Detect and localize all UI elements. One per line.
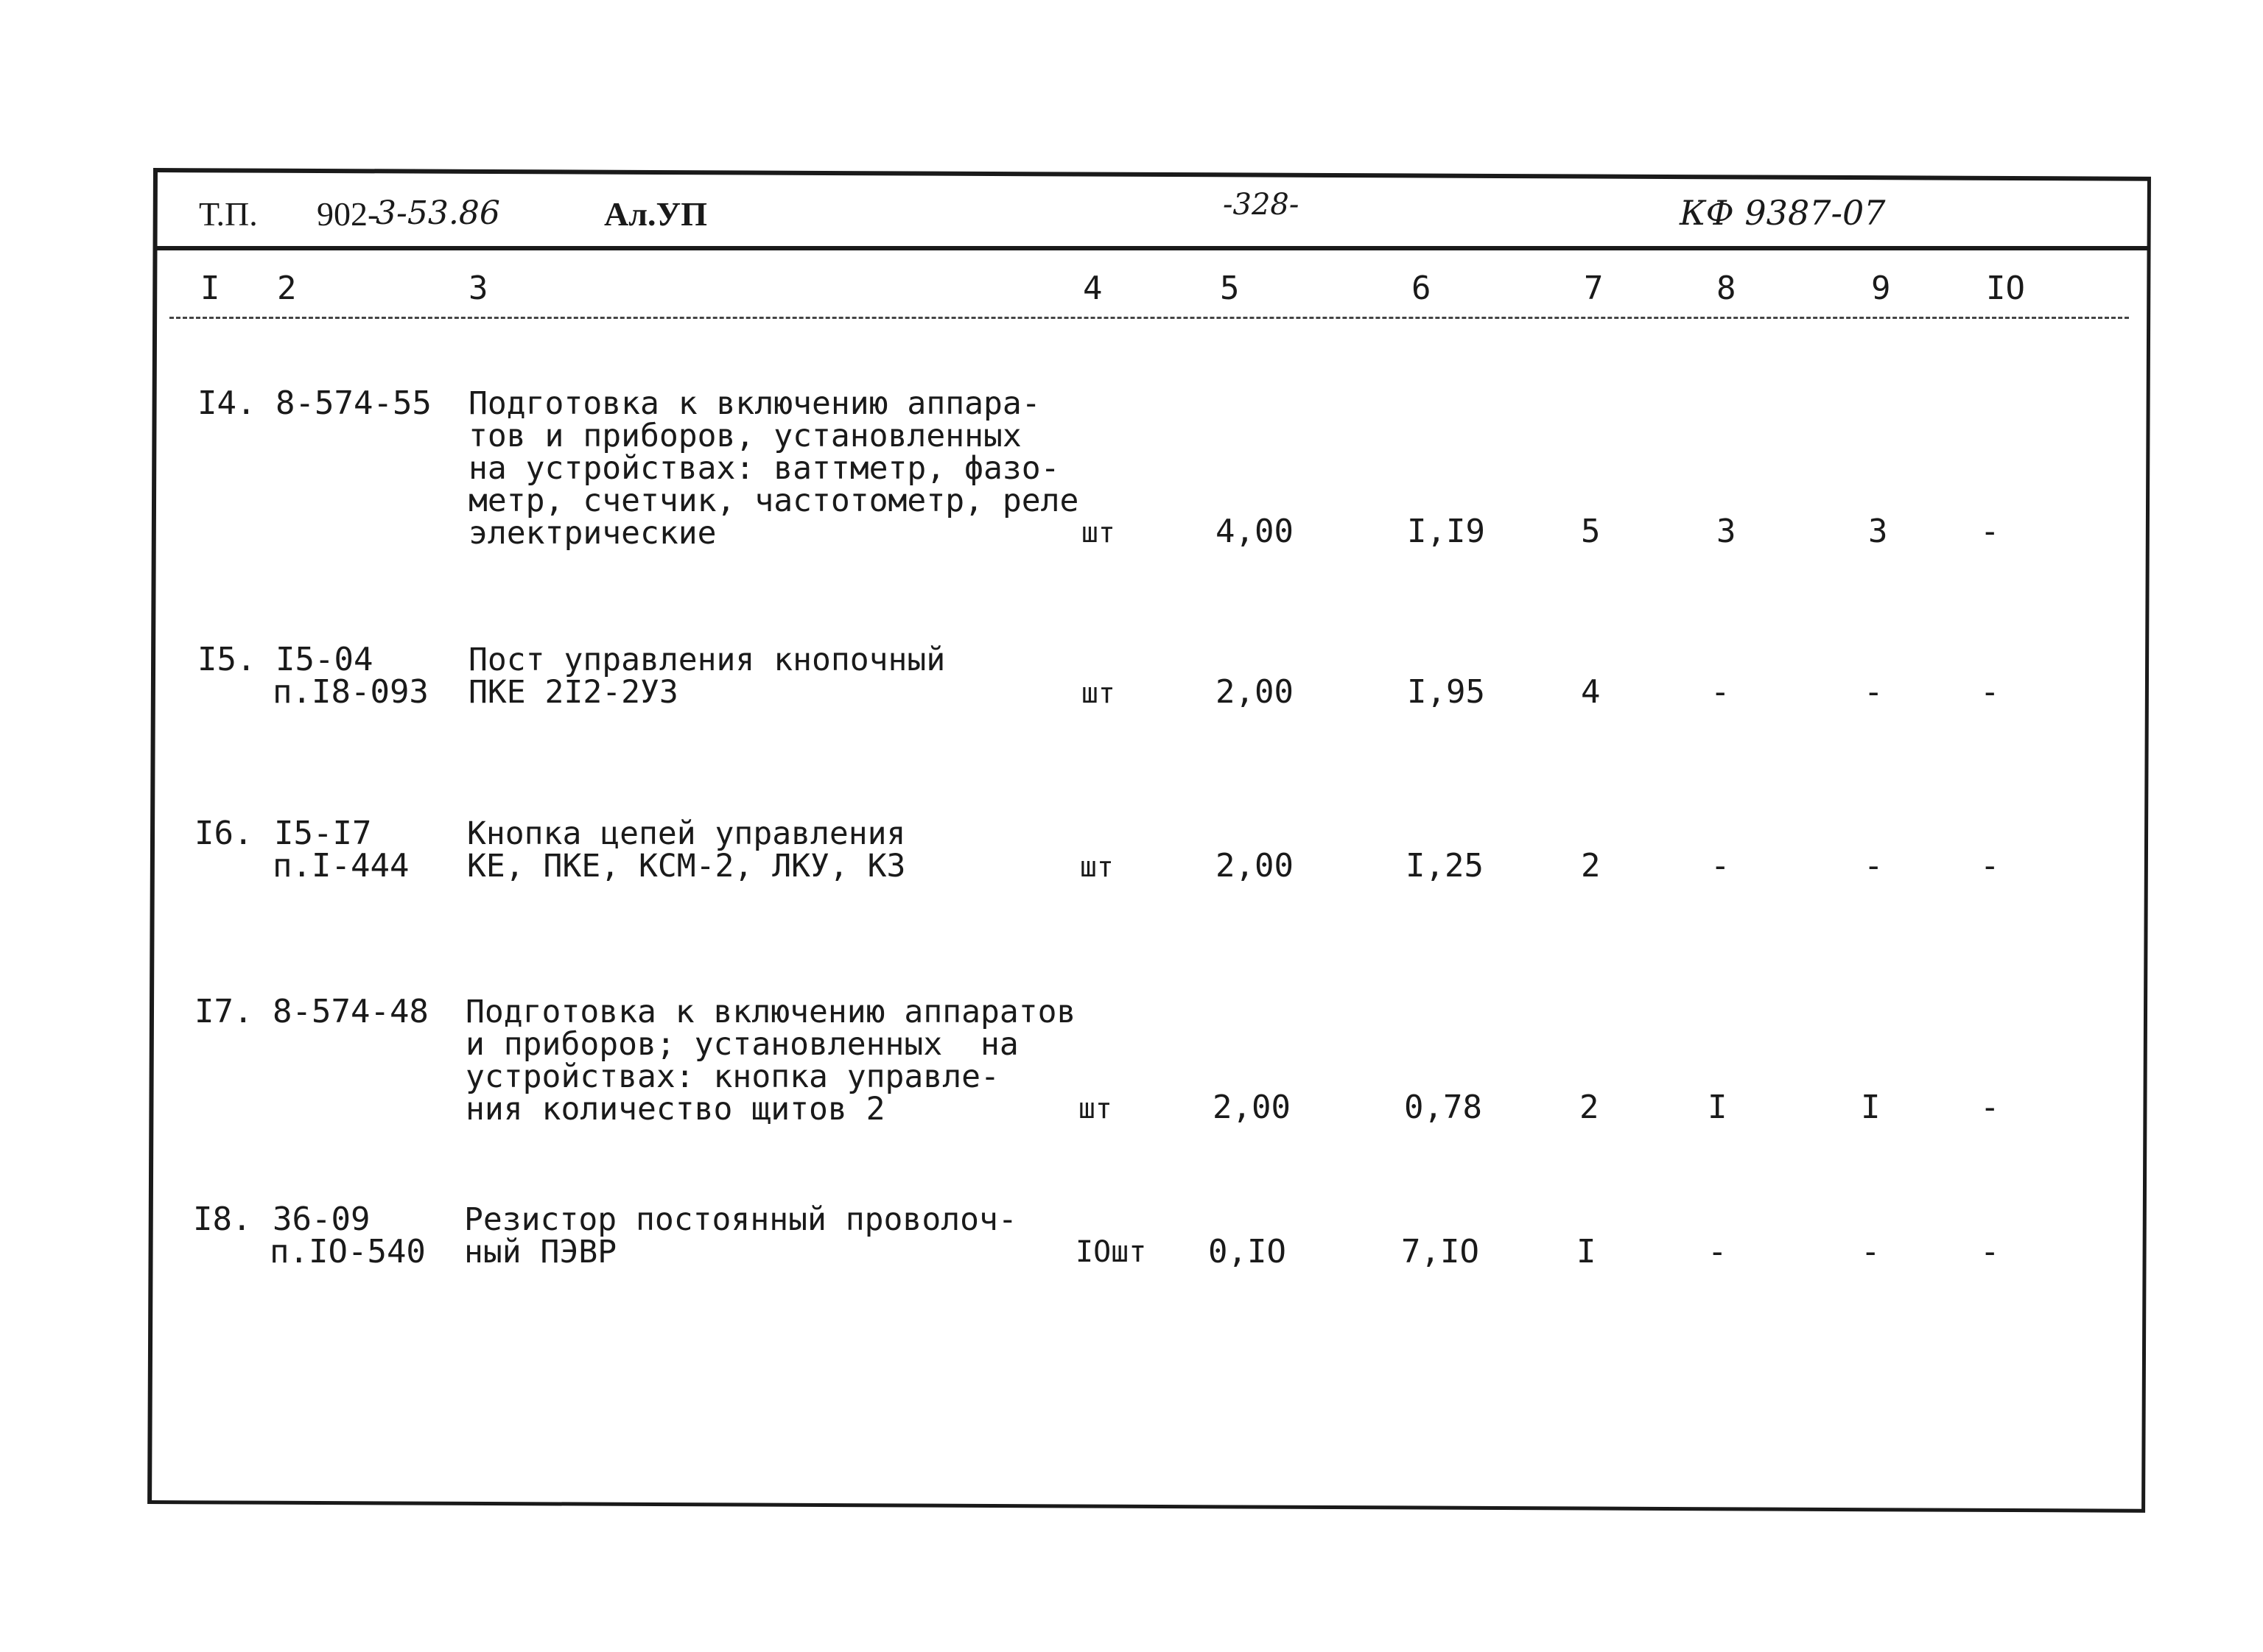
column-header: 5 [1220,270,1240,307]
unit: шт [1081,677,1115,709]
col8-value: I [1708,1089,1727,1126]
col6-value: I,I9 [1407,513,1485,550]
col10-value: - [1980,1233,2000,1270]
norm-code: п.IO-540 [270,1233,426,1270]
col5-value: 2,00 [1213,1089,1291,1126]
norm-code: I5-04 [276,641,373,678]
row-number: I4. [197,384,256,422]
col9-value: 3 [1868,513,1888,550]
column-header: IO [1986,270,2025,307]
description-line: ный ПЭВР [464,1234,617,1270]
document-frame [147,168,2151,1513]
norm-code: 36-09 [273,1201,371,1238]
description-line: тов и приборов, установленных [469,418,1022,454]
col7-value: 4 [1581,673,1601,711]
row-number: I5. [197,641,256,678]
description-line: КЕ, ПКЕ, КСМ-2, ЛКУ, КЗ [467,848,906,885]
col6-value: 0,78 [1404,1089,1482,1126]
column-header: 2 [277,270,297,307]
col8-value: - [1711,673,1730,711]
norm-code: I5-I7 [274,815,372,852]
col5-value: 0,IO [1208,1233,1286,1270]
description-line: и приборов; установленных на [466,1026,1019,1063]
norm-code: 8-574-55 [276,384,432,422]
description-line: устройствах: кнопка управле- [466,1058,1000,1095]
column-header: 8 [1716,270,1736,307]
col5-value: 2,00 [1215,847,1294,885]
description-line: электрические [469,515,717,552]
header-rule [156,246,2148,250]
col5-value: 4,00 [1215,513,1294,550]
col8-value: - [1708,1233,1727,1270]
description-line: на устройствах: ваттметр, фазо- [469,450,1060,487]
col6-value: I,25 [1406,847,1484,885]
project-number: 3-53.86 [376,194,500,232]
col7-value: 5 [1581,513,1601,550]
norm-code: 8-574-48 [273,993,429,1030]
column-header: I [200,270,220,307]
col9-value: - [1864,673,1884,711]
col9-value: - [1861,1233,1881,1270]
col10-value: - [1980,673,2000,711]
column-header: 3 [469,270,488,307]
col6-value: I,95 [1407,673,1485,711]
description-line: Подготовка к включению аппара- [469,385,1041,422]
unit: шт [1081,516,1115,549]
col10-value: - [1980,513,2000,550]
col8-value: 3 [1716,513,1736,550]
norm-code: п.I-444 [273,847,410,885]
description-line: Пост управления кнопочный [469,642,946,678]
project-prefix: 902- [317,195,379,233]
col9-value: I [1861,1089,1881,1126]
column-header: 4 [1083,270,1103,307]
norm-code: п.I8-093 [273,673,429,711]
description-line: Кнопка цепей управления [467,815,906,852]
col7-value: I [1576,1233,1596,1270]
col7-value: 2 [1579,1089,1599,1126]
col6-value: 7,IO [1401,1233,1479,1270]
row-number: I8. [193,1201,252,1238]
col7-value: 2 [1581,847,1601,885]
description-line: Резистор постоянный проволоч- [464,1201,1017,1238]
page-number: -328- [1223,188,1299,222]
unit: шт [1078,1092,1112,1125]
description-line: ния количество щитов 2 [466,1091,885,1128]
description-line: метр, счетчик, частотометр, реле [469,482,1079,519]
column-header: 6 [1411,270,1431,307]
unit: IOшт [1076,1235,1147,1269]
col5-value: 2,00 [1215,673,1294,711]
col10-value: - [1980,1089,2000,1126]
unit: шт [1080,851,1114,883]
column-header-rule [169,317,2129,319]
column-header: 9 [1871,270,1891,307]
description-line: Подготовка к включению аппаратов [466,994,1076,1030]
document-code: КФ 9387-07 [1680,193,1886,233]
description-line: ПКЕ 2I2-2УЗ [469,674,678,711]
album-label: Ал.УП [604,195,708,233]
column-header: 7 [1584,270,1604,307]
row-number: I7. [194,993,253,1030]
series-label: Т.П. [199,195,258,233]
col10-value: - [1980,847,2000,885]
col9-value: - [1864,847,1884,885]
col8-value: - [1711,847,1730,885]
row-number: I6. [194,815,253,852]
